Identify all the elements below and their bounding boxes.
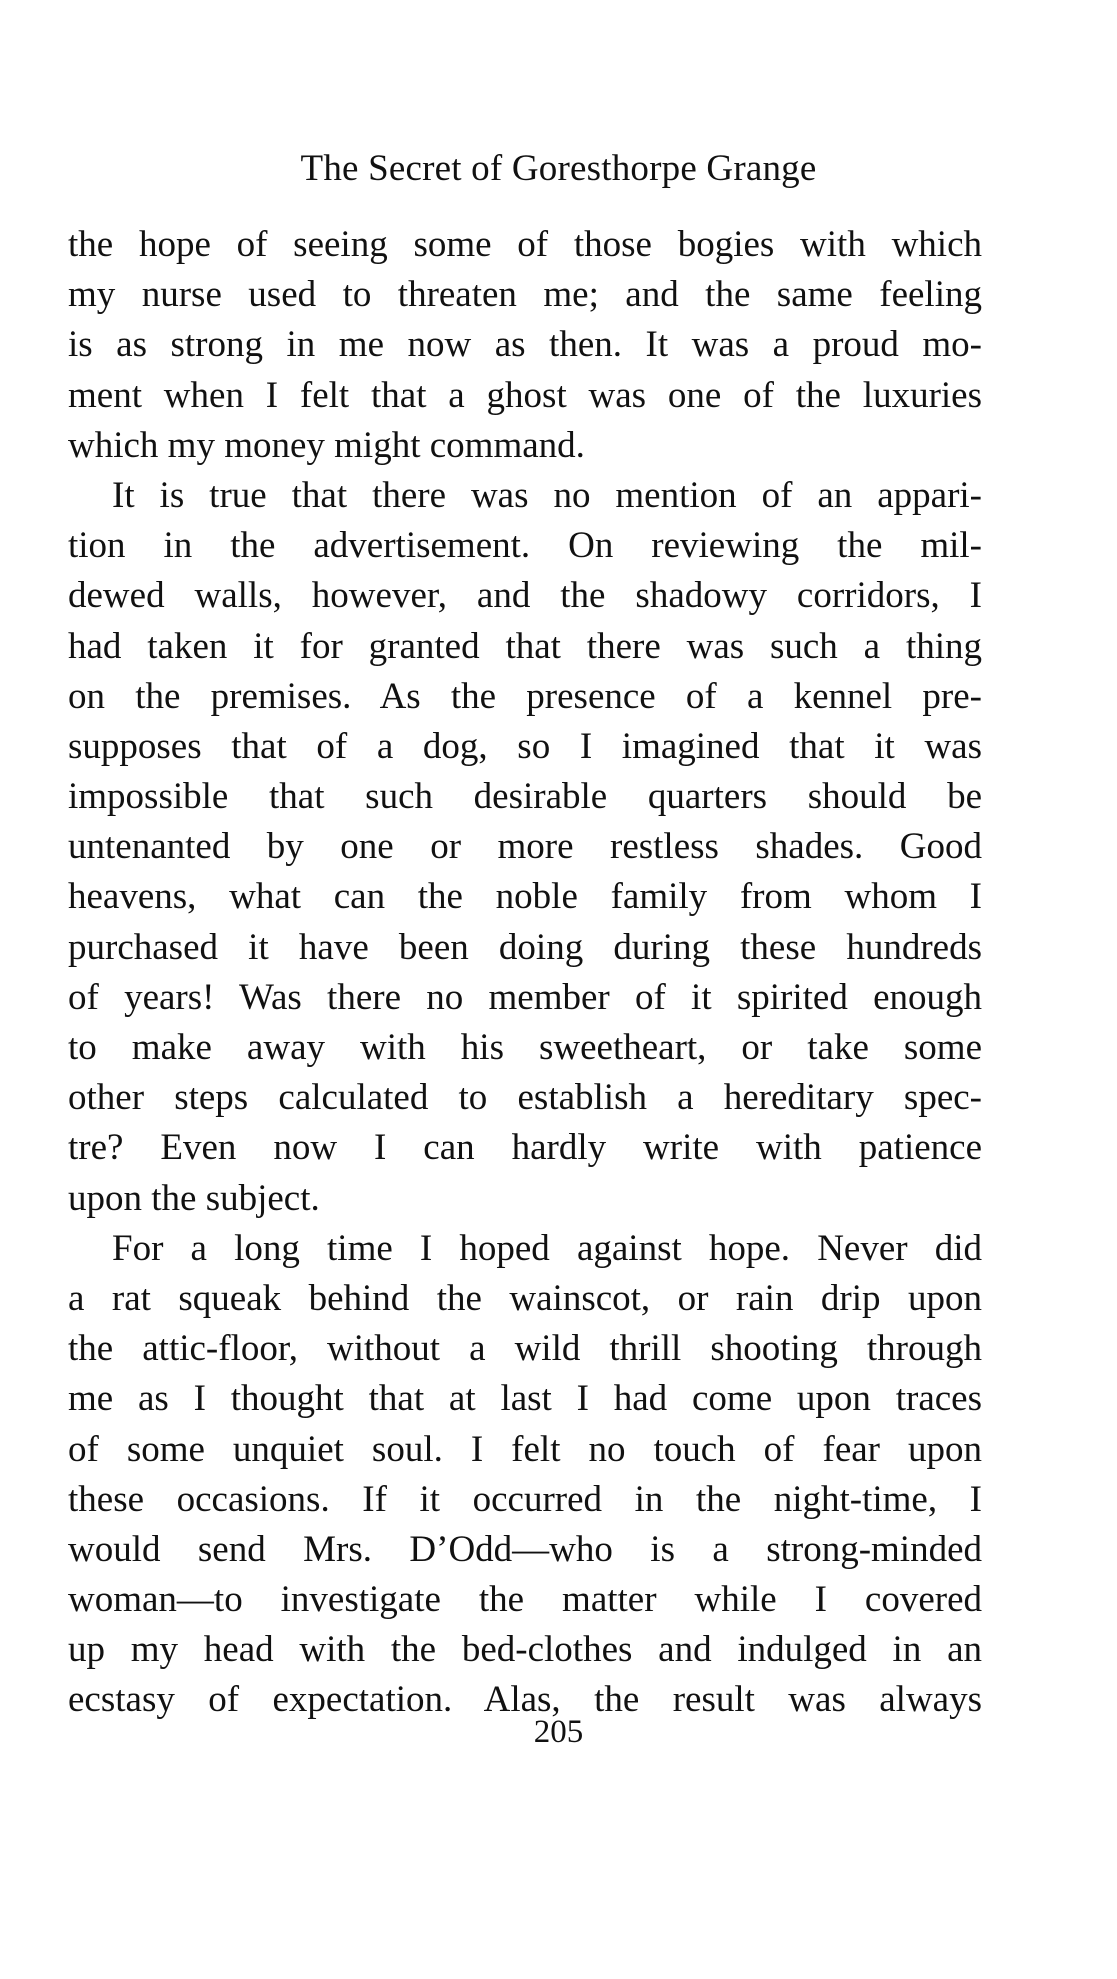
text-line: supposes that of a dog, so I imagined that it was [68, 725, 982, 767]
text-line: is as strong in me now as then. It was a proud mo- [68, 324, 982, 366]
text-line: dewed walls, however, and the shadowy corridors, I [68, 575, 982, 617]
text-line: untenanted by one or more restless shades. Good [68, 826, 982, 868]
text-line: impossible that such desirable quarters should be [68, 776, 982, 818]
body-text [68, 220, 982, 1726]
text-line: on the premises. As the presence of a kennel pre- [68, 675, 982, 717]
text-line: a rat squeak behind the wainscot, or rain drip upon [68, 1277, 982, 1319]
text-line: up my head with the bed-clothes and indulged in an [68, 1629, 982, 1671]
text-line: ecstasy of expectation. Alas, the result was always [68, 1679, 982, 1721]
text-line: the hope of seeing some of those bogies with which [68, 224, 982, 265]
text-line: me as I thought that at last I had come upon traces [68, 1378, 982, 1420]
text-line: For a long time I hoped against hope. Never did [112, 1227, 982, 1269]
text-line: of years! Was there no member of it spirited enough [68, 976, 982, 1018]
text-line: of some unquiet soul. I felt no touch of fear upon [68, 1428, 982, 1470]
text-line: had taken it for granted that there was such a thing [68, 625, 982, 667]
text-line: which my money might command. [68, 424, 585, 466]
text-line: woman—to investigate the matter while I covered [68, 1579, 982, 1621]
text-line: tre? Even now I can hardly write with patience [68, 1127, 982, 1169]
text-line: other steps calculated to establish a hereditary spec- [68, 1077, 982, 1119]
text-line: these occasions. If it occurred in the night-time, I [68, 1478, 982, 1520]
page-number: 205 [533, 1714, 584, 1750]
text-line: purchased it have been doing during these hundreds [68, 926, 982, 968]
text-line: tion in the advertisement. On reviewing the mil- [68, 525, 982, 567]
text-line: the attic-floor, without a wild thrill shooting through [68, 1328, 982, 1370]
text-line: ment when I felt that a ghost was one of the luxuries [68, 374, 982, 416]
text-line: to make away with his sweetheart, or take some [68, 1027, 982, 1068]
text-line: would send Mrs. D’Odd—who is a strong-minded [68, 1528, 982, 1570]
paragraph [68, 220, 982, 471]
text-line: It is true that there was no mention of an appari- [112, 474, 982, 516]
running-head: The Secret of Goresthorpe Grange [300, 148, 817, 189]
text-line: upon the subject. [68, 1177, 320, 1219]
text-line: my nurse used to threaten me; and the same feeling [68, 274, 982, 316]
text-line: heavens, what can the noble family from whom I [68, 876, 982, 918]
paragraph [68, 471, 982, 1224]
paragraph [68, 1224, 982, 1726]
